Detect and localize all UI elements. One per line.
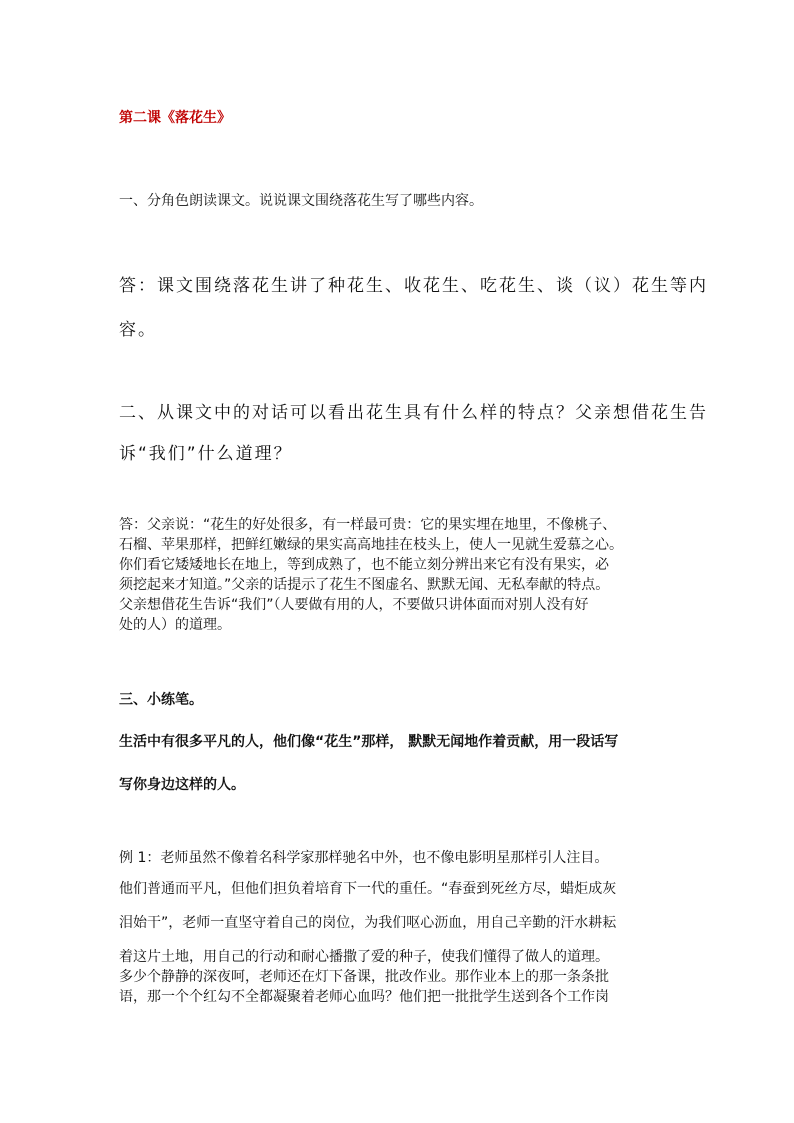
example-line: 语，那一个个红勾不全都凝聚着老师心血吗？他们把一批批学生送到各个工作岗 — [119, 989, 609, 1005]
question-2-line-2: 诉“我们”什么道理？ — [119, 444, 293, 464]
answer-1-line-1: 答：课文围绕落花生讲了种花生、收花生、吃花生、谈（议）花生等内 — [119, 276, 708, 296]
question-1: 一、分角色朗读课文。说说课文围绕落花生写了哪些内容。 — [119, 193, 483, 209]
answer-2-line: 答：父亲说：“花生的好处很多，有一样最可贵：它的果实埋在地里，不像桃子、 — [119, 517, 617, 533]
example-line: 着这片土地，用自己的行动和耐心播撒了爱的种子，使我们懂得了做人的道理。 — [119, 949, 609, 965]
answer-2 — [119, 515, 679, 635]
answer-2-line: 你们看它矮矮地长在地上，等到成熟了，也不能立刻分辨出来它有没有果实，必 — [119, 557, 609, 573]
example-line-2: 他们普通而平凡，但他们担负着培育下一代的重任。“春蚕到死丝方尽，蜡炬成灰 — [119, 881, 617, 897]
example-continuation — [119, 947, 679, 1007]
question-3-prompt-line-1: 生活中有很多平凡的人，他们像“花生”那样， 默默无闻地作着贡献，用一段话写 — [119, 734, 619, 750]
question-2-line-1: 二、从课文中的对话可以看出花生具有什么样的特点？父亲想借花生告 — [119, 403, 708, 423]
example-line-1: 例 1：老师虽然不像着名科学家那样驰名中外，也不像电影明星那样引人注目。 — [119, 850, 609, 866]
answer-1-line-2: 容。 — [119, 320, 157, 340]
answer-2-line: 父亲想借花生告诉“我们”（人要做有用的人，不要做只讲体面而对别人没有好 — [119, 597, 589, 613]
question-3-prompt-line-2: 写你身边这样的人。 — [119, 777, 245, 793]
answer-2-line: 处的人）的道理。 — [119, 617, 231, 633]
example-line: 多少个静静的深夜呵，老师还在灯下备课，批改作业。那作业本上的那一条条批 — [119, 969, 609, 985]
question-3: 三、小练笔。 — [119, 692, 203, 708]
answer-2-line: 石榴、苹果那样，把鲜红嫩绿的果实高高地挂在枝头上，使人一见就生爱慕之心。 — [119, 537, 623, 553]
example-line-3: 泪始干”，老师一直坚守着自己的岗位，为我们呕心沥血，用自己辛勤的汗水耕耘 — [119, 915, 617, 931]
lesson-title: 第二课《落花生》 — [119, 110, 231, 126]
answer-2-line: 须挖起来才知道。”父亲的话提示了花生不图虚名、默默无闻、无私奉献的特点。 — [119, 577, 610, 593]
